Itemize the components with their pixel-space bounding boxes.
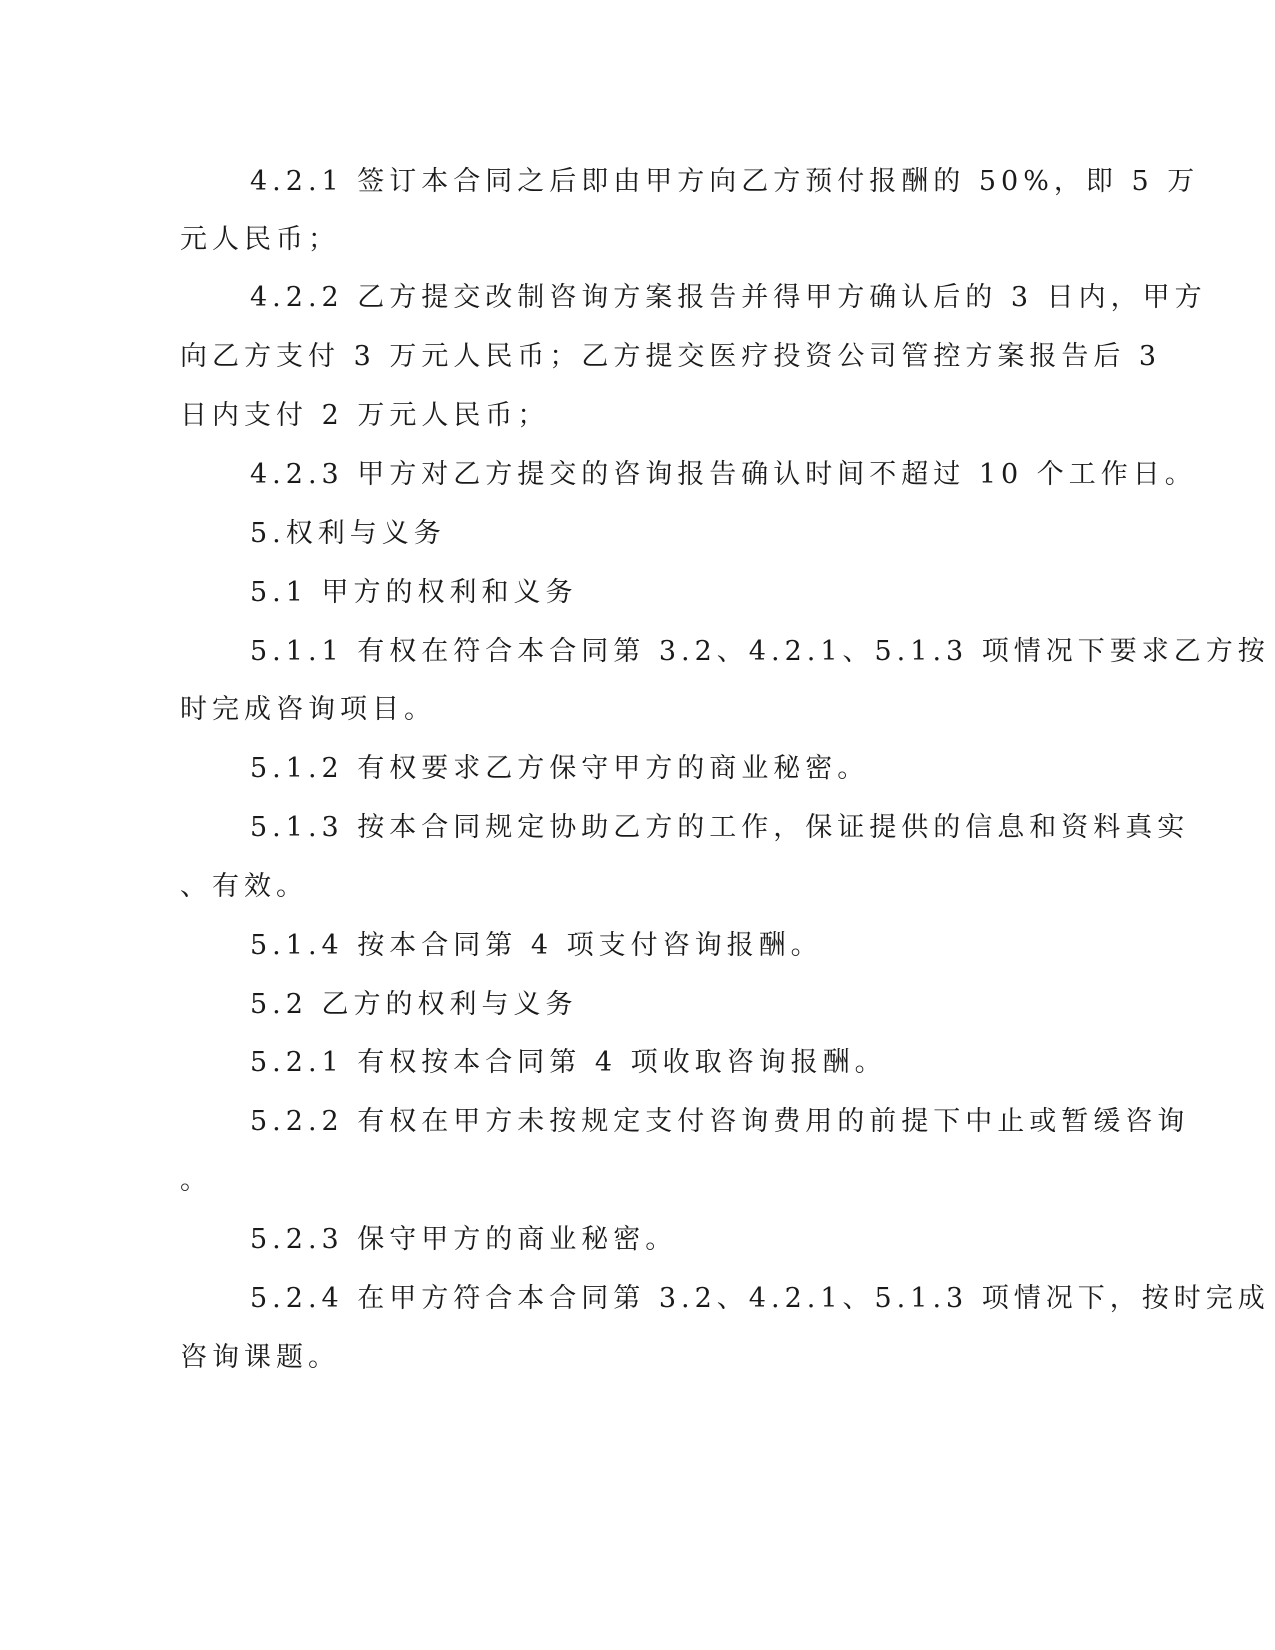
clause-4-2-3: 4.2.3 甲方对乙方提交的咨询报告确认时间不超过 10 个工作日。 bbox=[250, 459, 1197, 490]
clause-5-1-1-line-1: 5.1.1 有权在符合本合同第 3.2、4.2.1、5.1.3 项情况下要求乙方按 bbox=[250, 636, 1270, 667]
clause-4-2-1-line-1: 4.2.1 签订本合同之后即由甲方向乙方预付报酬的 50%，即 5 万 bbox=[250, 166, 1200, 197]
clause-5-2-2-line-1: 5.2.2 有权在甲方未按规定支付咨询费用的前提下中止或暂缓咨询 bbox=[250, 1106, 1190, 1137]
clause-5-1-4: 5.1.4 按本合同第 4 项支付咨询报酬。 bbox=[250, 930, 823, 961]
section-5-heading: 5.权利与义务 bbox=[250, 518, 446, 549]
clause-5-1-2: 5.1.2 有权要求乙方保守甲方的商业秘密。 bbox=[250, 753, 870, 784]
clause-5-2-1: 5.2.1 有权按本合同第 4 项收取咨询报酬。 bbox=[250, 1047, 887, 1078]
section-5-2-heading: 5.2 乙方的权利与义务 bbox=[250, 989, 578, 1020]
clause-4-2-1-line-2: 元人民币； bbox=[180, 224, 340, 255]
clause-5-1-3-line-1: 5.1.3 按本合同规定协助乙方的工作，保证提供的信息和资料真实 bbox=[250, 812, 1190, 843]
clause-5-2-4-line-2: 咨询课题。 bbox=[180, 1342, 340, 1373]
clause-5-1-1-line-2: 时完成咨询项目。 bbox=[180, 694, 436, 725]
clause-4-2-2-line-3: 日内支付 2 万元人民币； bbox=[180, 400, 550, 431]
clause-5-2-4-line-1: 5.2.4 在甲方符合本合同第 3.2、4.2.1、5.1.3 项情况下，按时完成 bbox=[250, 1283, 1270, 1314]
clause-4-2-2-line-2: 向乙方支付 3 万元人民币；乙方提交医疗投资公司管控方案报告后 3 bbox=[180, 341, 1162, 372]
clause-5-1-3-line-2: 、有效。 bbox=[180, 871, 308, 902]
clause-4-2-2-line-1: 4.2.2 乙方提交改制咨询方案报告并得甲方确认后的 3 日内，甲方 bbox=[250, 282, 1207, 313]
clause-5-2-2-line-2: 。 bbox=[180, 1165, 212, 1196]
clause-5-2-3: 5.2.3 保守甲方的商业秘密。 bbox=[250, 1224, 678, 1255]
section-5-1-heading: 5.1 甲方的权利和义务 bbox=[250, 577, 578, 608]
